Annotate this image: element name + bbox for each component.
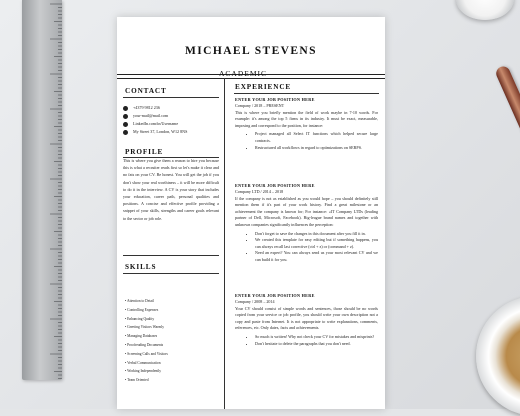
phone-icon [123, 106, 128, 111]
job-bullet: • We created this template for easy editing but if something happens, you can always recall last corrective (ctrl + z) or (command + z). [255, 237, 378, 250]
job-entry [235, 183, 378, 264]
job-bullets [235, 131, 378, 151]
contact-rule [123, 97, 219, 98]
job-bullet: • Don't forget to save the changes in this document after you fill it in. [255, 231, 378, 238]
contact-item [123, 129, 219, 135]
job-title: ENTER YOUR JOB POSITION HERE [235, 183, 315, 188]
skill-item: • Controlling Expenses [125, 306, 221, 315]
job-bullet: • Don't hesitate to delete the paragraphs that you don't need. [255, 341, 378, 348]
contact-phone: +4379 9812 236 [133, 105, 160, 110]
job-bullets [235, 231, 378, 264]
job-description: If the company is not as established as you would hope – you should definitely still mention them if it's part of your work history. Find a great milestone or an achievement the company is known for; For instance: «IT Company LTDs (leading partner of Dell, Microsoft, Facebook). Big-league brand names and together with unknown companies significantly influences the perception: [235, 195, 378, 227]
job-bullet: • Restructured all workflows in regard to optimizations on SERPS. [255, 145, 378, 152]
contact-list [123, 105, 219, 137]
experience-heading: EXPERIENCE [235, 83, 292, 91]
contact-heading: CONTACT [125, 87, 167, 95]
skills-top-rule [123, 255, 219, 256]
job-title: ENTER YOUR JOB POSITION HERE [235, 293, 315, 298]
skill-item: • Enhancing Quality [125, 315, 221, 324]
resume-page [117, 17, 385, 409]
skill-item: • Team Oriented [125, 376, 221, 385]
contact-item [123, 121, 219, 127]
linkedin-icon [123, 122, 128, 127]
skill-item: • Screening Calls and Visitors [125, 350, 221, 359]
resume-name: MICHAEL STEVENS [185, 45, 317, 57]
job-title: ENTER YOUR JOB POSITION HERE [235, 97, 315, 102]
job-description: Your CV should consist of simple words and sentences, those should be no words copied from your service or job profile, you should write your own description not a copy and paste from Internet. It is not appropriate to write explanations, comments, references, etc. Only dates, facts and achievements. [235, 305, 378, 331]
ruler [22, 0, 62, 380]
contact-address: My Street 37, London, W12 8NS [133, 129, 188, 134]
email-icon [123, 114, 128, 119]
job-entry [235, 293, 378, 347]
job-bullet: • Project managed all Select IT functions which helped secure large contracts. [255, 131, 378, 144]
location-icon [123, 130, 128, 135]
skill-item: • Greeting Visitors Warmly [125, 323, 221, 332]
skill-item: • Verbal Communication [125, 359, 221, 368]
skills-list [125, 297, 221, 385]
profile-text: This is where you give them a reason to hire you because this is what a recruiter reads first so let's make it clear and no fats on your CV. Be honest. You will get the job if you don't show your real worthiness – it will be more difficult to do it in the interview. A CV is your story that includes your education, career path, personal qualities and positions. A concise and effective profile providing a snippet of your skills, strengths and career goals relevant to the sector or job role. [123, 158, 219, 221]
skill-item: • Attention to Detail [125, 297, 221, 306]
profile-heading: PROFILE [125, 148, 164, 156]
job-bullets [235, 334, 378, 347]
skill-item: • Proofreading Documents [125, 341, 221, 350]
column-divider [224, 78, 225, 409]
experience-rule [234, 93, 379, 94]
resume-role: ACADEMIC [219, 69, 268, 78]
contact-item [123, 113, 219, 119]
header-rule-bottom [117, 78, 385, 79]
job-entry [235, 97, 378, 151]
skill-item: • Managing Databases [125, 332, 221, 341]
job-company: Company / 2008 – 2014 [235, 299, 275, 304]
job-company: Company LTD / 2014 – 2018 [235, 189, 284, 194]
contact-email: your-mail@mail.com [133, 113, 169, 118]
contact-item [123, 105, 219, 111]
skill-item: • Working Independently [125, 367, 221, 376]
job-bullet: • So much is written! Why not check your CV for mistakes and misprints? [255, 334, 378, 341]
job-company: Company / 2018 – PRESENT [235, 103, 285, 108]
skills-rule [123, 273, 219, 274]
job-description: This is where you briefly mention the field of work maybe in 7-10 words. For example: it's among the top 5 firms in its industry. It must be exact, measurable, imposing and correspond to the position, for instance: [235, 109, 378, 128]
skills-heading: SKILLS [125, 263, 157, 271]
contact-linkedin: LinkedIn.com/in/Username [133, 121, 179, 126]
job-bullet: • Need an expert? You can always send us your most relevant CV and we can build it for you. [255, 250, 378, 263]
